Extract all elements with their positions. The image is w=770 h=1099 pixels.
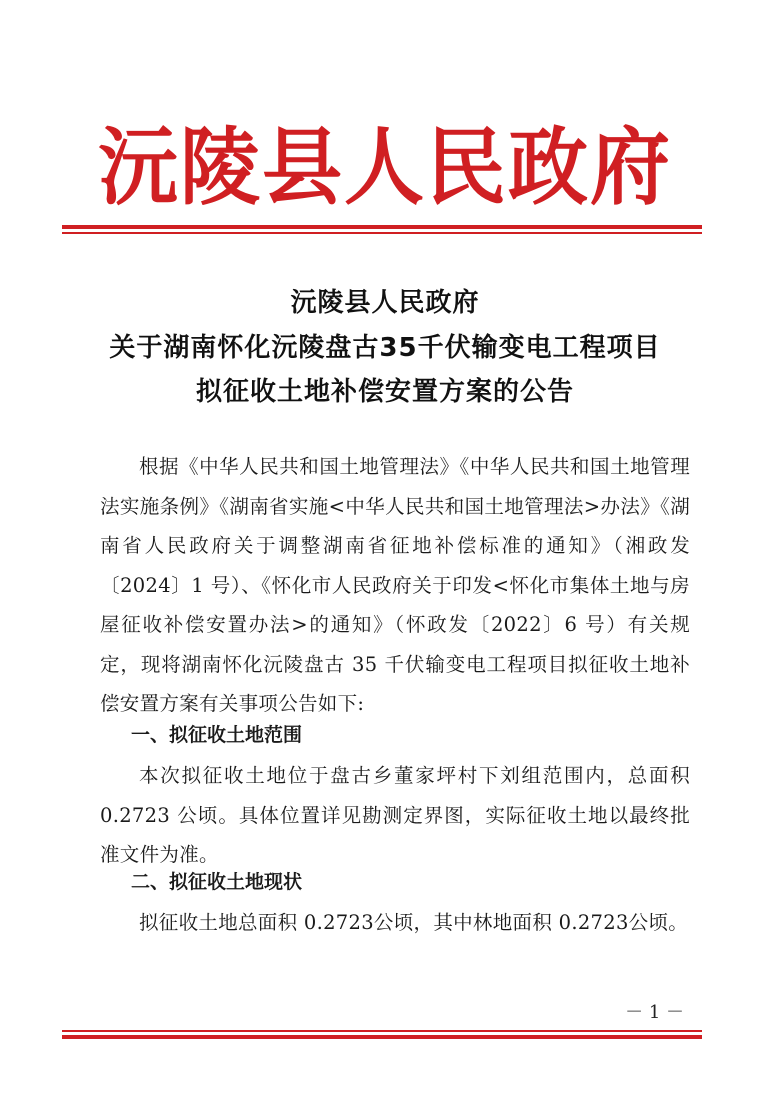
section-1-paragraph	[100, 756, 690, 875]
document-title-line-3: 拟征收土地补偿安置方案的公告	[195, 377, 574, 407]
masthead-org-name: 沅陵县人民政府	[98, 118, 672, 217]
intro-text: 根据《中华人民共和国土地管理法》《中华人民共和国土地管理法实施条例》《湖南省实施<中华人民共和国土地管理法>办法》《湖南省人民政府关于调整湖南省征地补偿标准的通知》（湘政发〔2024〕1 号）、《怀化市人民政府关于印发<怀化市集体土地与房屋征收补偿安置办法>的通知》（怀政发〔2022〕6 号）有关规定，现将湖南怀化沅陵盘古 35 千伏输变电工程项目拟征收土地补偿安置方案有关事项公告如下:	[100, 455, 690, 715]
page-number: － 1 －	[625, 1002, 684, 1023]
masthead-red-rule-thick	[62, 225, 702, 229]
footer-red-rule-thick	[62, 1035, 702, 1039]
section-1-text: 本次拟征收土地位于盘古乡董家坪村下刘组范围内，总面积 0.2723 公顷。具体位置详见勘测定界图，实际征收土地以最终批准文件为准。	[100, 764, 690, 866]
section-2-paragraph	[100, 903, 690, 943]
section-2-heading: 二、拟征收土地现状	[131, 871, 303, 893]
document-title-line-2: 关于湖南怀化沅陵盘古35千伏输变电工程项目	[109, 333, 661, 363]
document-title-line-1: 沅陵县人民政府	[290, 288, 480, 318]
intro-paragraph	[100, 447, 690, 724]
section-1-heading: 一、拟征收土地范围	[131, 724, 303, 746]
footer-red-rule-thin	[62, 1030, 702, 1032]
masthead-red-rule-thin	[62, 232, 702, 234]
section-2-text: 拟征收土地总面积 0.2723公顷，其中林地面积 0.2723公顷。	[139, 911, 689, 934]
